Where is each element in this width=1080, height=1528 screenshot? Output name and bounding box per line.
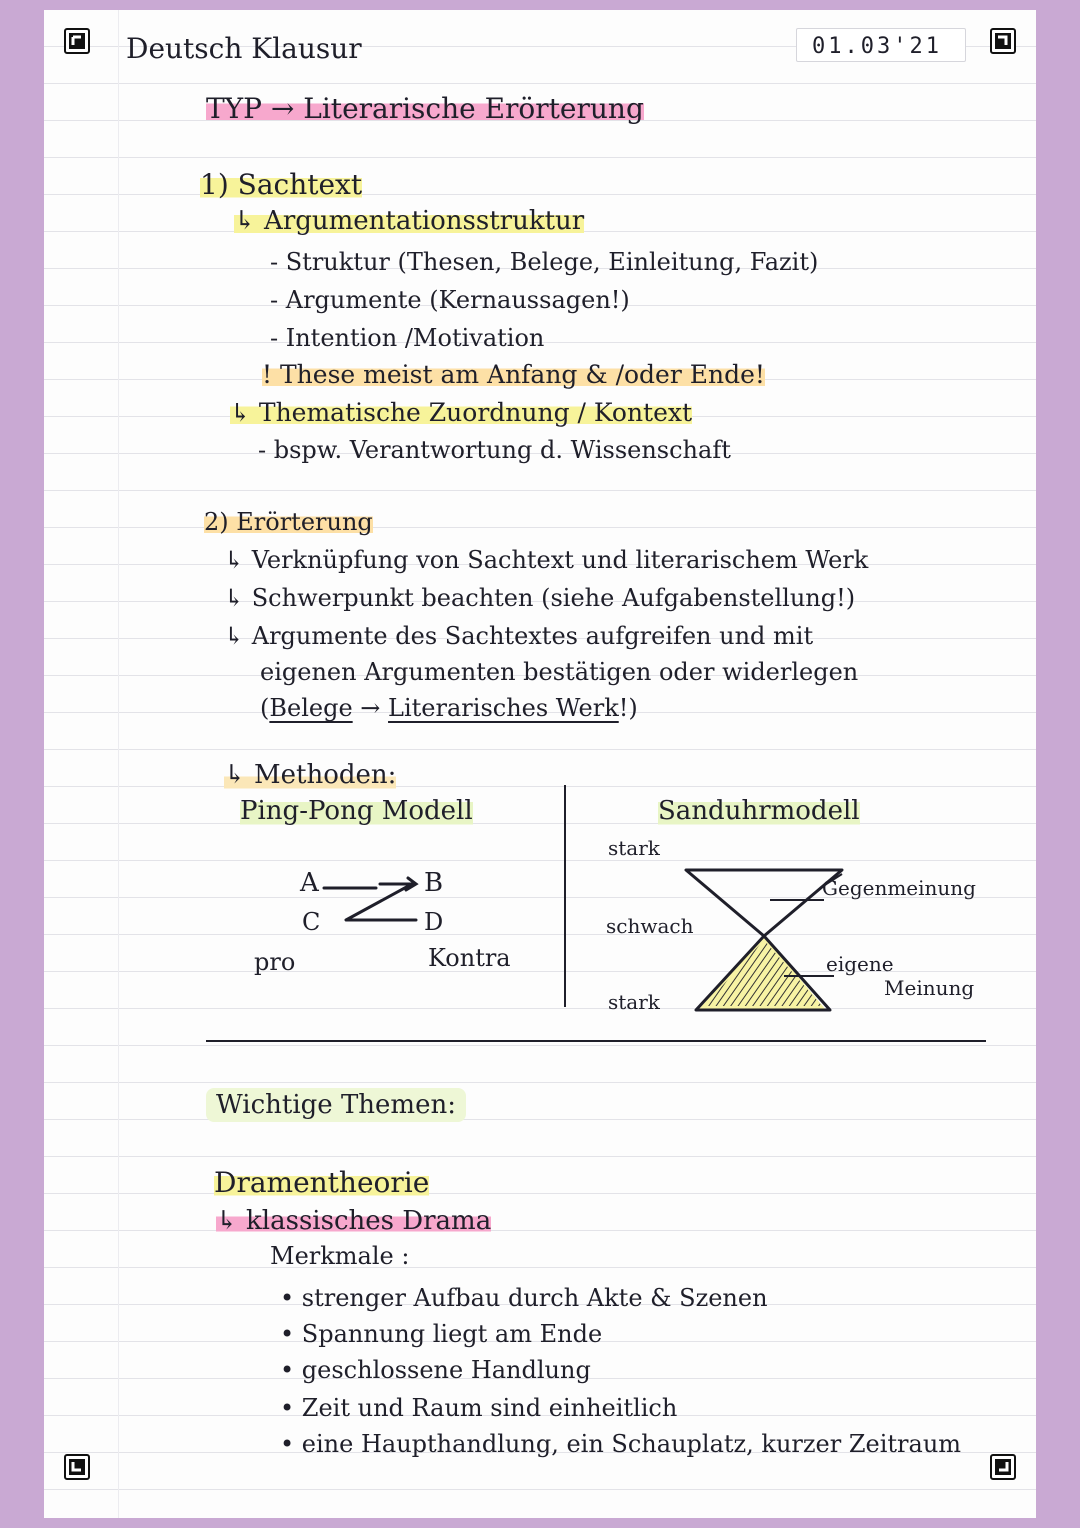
bullet-4: • Zeit und Raum sind einheitlich: [280, 1394, 678, 1422]
corner-bracket-top-right-icon: [990, 28, 1016, 54]
ping-pong-title-text: Ping-Pong Modell: [240, 796, 473, 826]
corner-bracket-bottom-right-icon: [990, 1454, 1016, 1480]
klassisches-drama-text: ↳ klassisches Drama: [216, 1206, 492, 1236]
section1-item-1: - Struktur (Thesen, Belege, Einleitung, Fazit): [270, 248, 819, 276]
pp-label-a: A: [300, 868, 319, 898]
sanduhr-schwach: schwach: [606, 914, 694, 938]
sanduhr-meinung: Meinung: [884, 976, 975, 1000]
dramentheorie-text: Dramentheorie: [214, 1166, 430, 1199]
bullet-3: • geschlossene Handlung: [280, 1356, 591, 1384]
date: 01.03'21: [812, 34, 942, 59]
methoden-heading-text: ↳ Methoden:: [224, 760, 397, 790]
section1-item-2: - Argumente (Kernaussagen!): [270, 286, 630, 314]
ping-pong-z-arrow: [320, 874, 424, 930]
themen-heading-text: Wichtige Themen:: [206, 1088, 466, 1122]
belege-arrow: →: [352, 694, 389, 722]
section1-heading: [200, 168, 362, 201]
section2-item-1: ↳ Verknüpfung von Sachtext und literarischem Werk: [224, 546, 869, 574]
sanduhr-title: [658, 796, 860, 826]
section2-belege-line: [260, 694, 638, 722]
themen-heading: [206, 1090, 466, 1120]
sanduhr-gegenmeinung: Gegenmeinung: [822, 876, 976, 900]
dramentheorie: [214, 1166, 429, 1199]
typ-line: [206, 92, 644, 125]
section1-sub1: [234, 206, 584, 236]
klassisches-drama: [216, 1206, 491, 1236]
bullet-5: • eine Haupthandlung, ein Schauplatz, kurzer Zeitraum: [280, 1430, 962, 1458]
typ-text: TYP → Literarische Erörterung: [206, 92, 644, 125]
methoden-heading: [224, 760, 396, 790]
section2-item-3: ↳ Argumente des Sachtextes aufgreifen und mit: [224, 622, 814, 650]
sanduhr-eigene: eigene: [826, 952, 894, 976]
section2-heading-text: 2) Erörterung: [204, 508, 373, 536]
sanduhr-stark-top: stark: [608, 836, 660, 860]
belege-open: (: [260, 694, 270, 722]
section2-cont: eigenen Argumenten bestätigen oder widerlegen: [260, 658, 859, 686]
ping-pong-title: [240, 796, 473, 826]
belege-close: !): [618, 694, 638, 722]
pp-label-b: B: [424, 868, 444, 898]
section1-item-3: - Intention /Motivation: [270, 324, 545, 352]
pp-kontra: Kontra: [428, 944, 511, 972]
section1-note-text: ! These meist am Anfang & /oder Ende!: [262, 360, 765, 389]
corner-bracket-top-left-icon: [64, 28, 90, 54]
pp-label-d: D: [424, 908, 444, 936]
section1-sub2: [230, 398, 692, 427]
section1-sub2-text: ↳ Thematische Zuordnung / Kontext: [230, 398, 693, 427]
pp-label-c: C: [302, 908, 321, 936]
pp-pro: pro: [254, 948, 296, 976]
merkmale: Merkmale :: [270, 1242, 410, 1270]
bullet-2: • Spannung liegt am Ende: [280, 1320, 603, 1348]
corner-bracket-bottom-left-icon: [64, 1454, 90, 1480]
section1-sub2-item: - bspw. Verantwortung d. Wissenschaft: [258, 436, 731, 464]
section2-heading: [204, 508, 373, 536]
section1-note: [262, 360, 765, 389]
sanduhr-stark-bottom: stark: [608, 990, 660, 1014]
section-rule: [206, 1040, 986, 1042]
belege-target: Literarisches Werk: [388, 694, 619, 722]
page-title: Deutsch Klausur: [126, 32, 362, 65]
sanduhr-title-text: Sanduhrmodell: [658, 796, 860, 826]
belege-word: Belege: [269, 694, 353, 722]
section2-item-2: ↳ Schwerpunkt beachten (siehe Aufgabenstellung!): [224, 584, 856, 612]
bullet-1: • strenger Aufbau durch Akte & Szenen: [280, 1284, 768, 1312]
section1-heading-text: 1) Sachtext: [200, 168, 363, 201]
notebook-page: [44, 10, 1036, 1518]
methods-divider: [564, 785, 566, 1007]
section1-sub1-text: ↳ Argumentationsstruktur: [234, 206, 585, 236]
